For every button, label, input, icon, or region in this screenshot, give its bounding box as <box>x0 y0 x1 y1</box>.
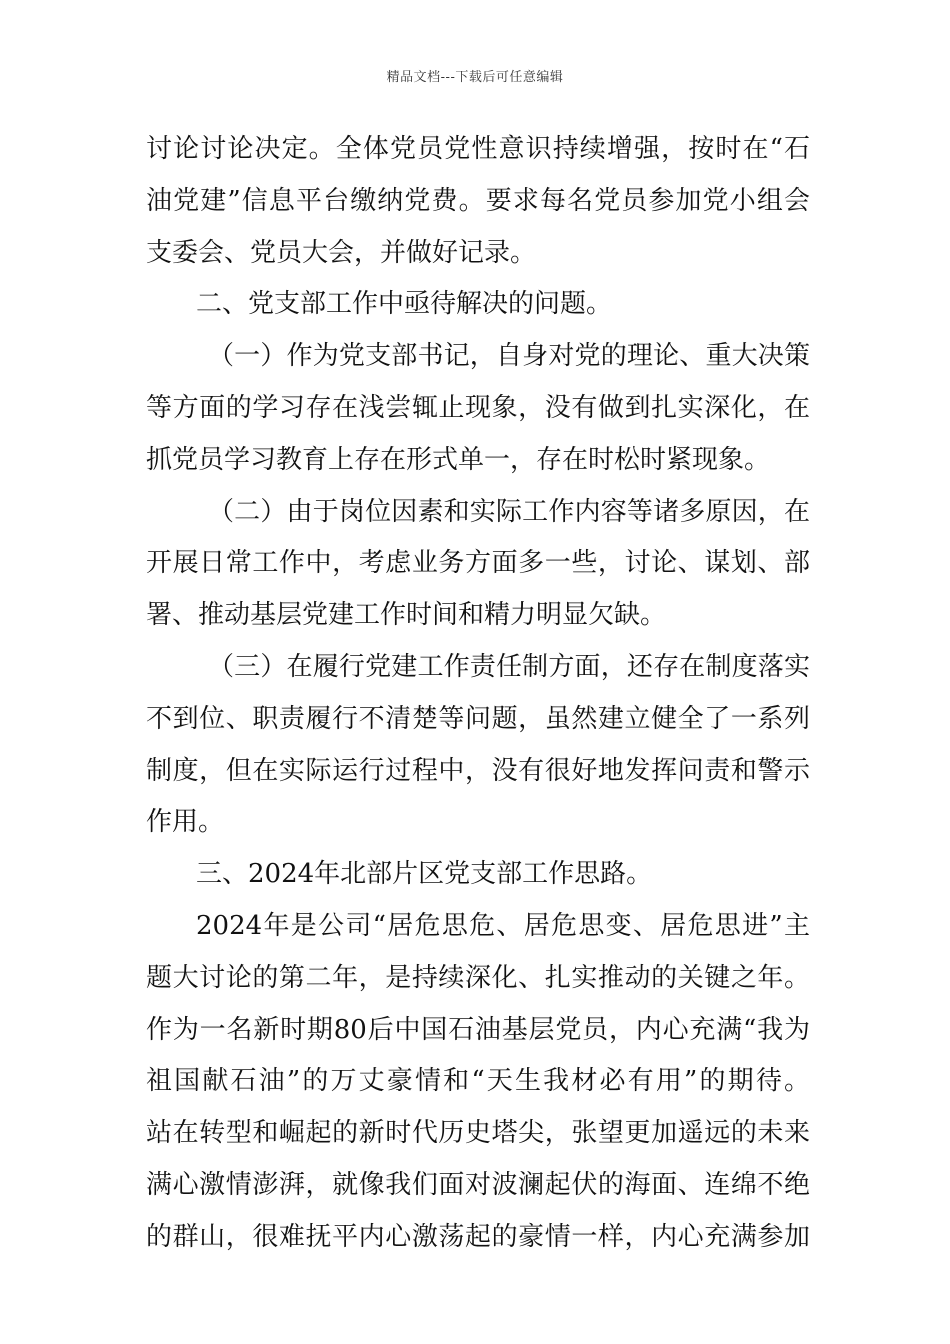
text-line: 抓党员学习教育上存在形式单一，存在时松时紧现象。 <box>146 444 771 475</box>
text-line: （一）作为党支部书记，自身对党的理论、重大决策 <box>208 341 810 372</box>
text-line: 题大讨论的第二年，是持续深化、扎实推动的关键之年。 <box>146 962 810 993</box>
text-line: 等方面的学习存在浅尝辄止现象，没有做到扎实深化，在 <box>146 392 810 423</box>
text-line: 的群山，很难抚平内心激荡起的豪情一样，内心充满参加 <box>146 1221 810 1252</box>
text-line: （三）在履行党建工作责任制方面，还存在制度落实 <box>208 651 810 682</box>
text-line: 制度，但在实际运行过程中，没有很好地发挥问责和警示 <box>146 755 810 786</box>
text-line: 满心激情澎湃，就像我们面对波澜起伏的海面、连绵不绝 <box>146 1169 810 1200</box>
text-line: 署、推动基层党建工作时间和精力明显欠缺。 <box>146 600 667 631</box>
text-line: 站在转型和崛起的新时代历史塔尖，张望更加遥远的未来 <box>146 1118 810 1149</box>
text-line: 不到位、职责履行不清楚等问题，虽然建立健全了一系列 <box>146 703 810 734</box>
text-line: 讨论讨论决定。全体党员党性意识持续增强，按时在“石 <box>146 134 810 164</box>
text-line: 祖国献石油”的万丈豪情和“天生我材必有用”的期待。 <box>146 1066 810 1097</box>
text-line: 2024年是公司“居危思危、居危思变、居危思进”主 <box>196 910 810 941</box>
text-line: 支委会、党员大会，并做好记录。 <box>146 237 537 268</box>
text-line: 开展日常工作中，考虑业务方面多一些，讨论、谋划、部 <box>146 548 810 579</box>
page-header: 精品文档---下载后可任意编辑 <box>386 70 564 85</box>
document-body <box>146 124 810 1264</box>
text-line: 油党建”信息平台缴纳党费。要求每名党员参加党小组会 <box>146 185 810 216</box>
section-heading: 三、2024年北部片区党支部工作思路。 <box>196 859 653 890</box>
text-line: 作为一名新时期80后中国石油基层党员，内心充满“我为 <box>146 1014 810 1045</box>
section-heading: 二、党支部工作中亟待解决的问题。 <box>196 289 613 320</box>
text-line: 作用。 <box>146 807 225 838</box>
text-line: （二）由于岗位因素和实际工作内容等诸多原因，在 <box>208 496 810 527</box>
